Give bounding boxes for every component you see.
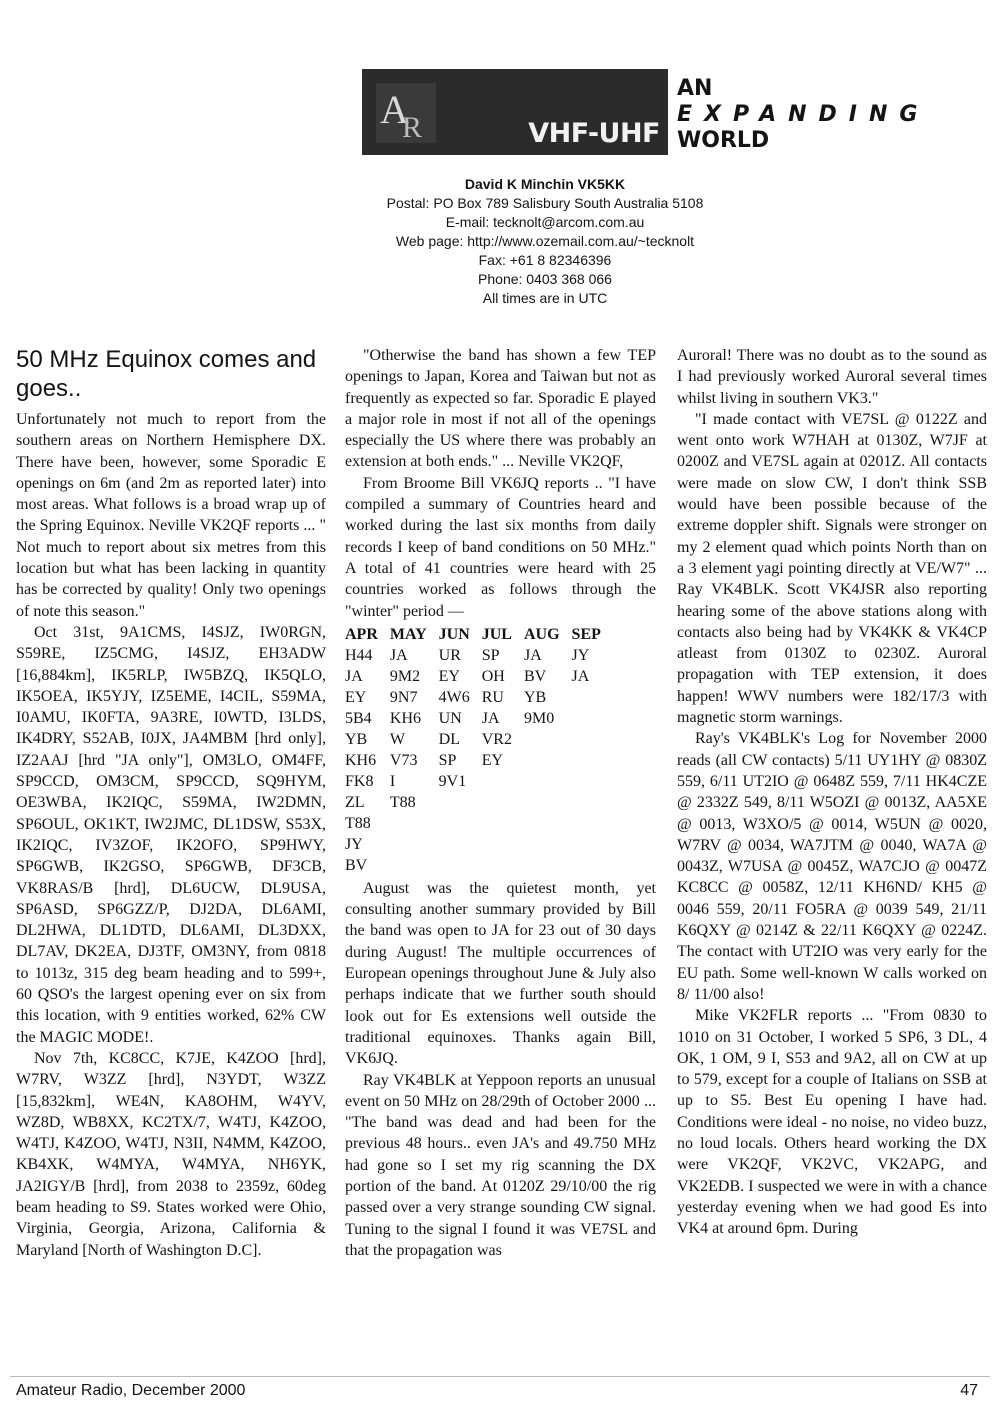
contact-block — [330, 175, 760, 308]
table-cell — [439, 855, 482, 876]
table-cell: T88 — [389, 793, 416, 811]
table-cell — [524, 771, 572, 792]
table-cell: FK8 — [345, 772, 374, 790]
table-cell: JY — [571, 646, 590, 664]
table-cell: 9V1 — [438, 772, 467, 790]
table-cell: JA — [481, 709, 500, 727]
table-cell: RU — [481, 688, 504, 706]
table-cell — [439, 813, 482, 834]
article-title: 50 MHz Equinox comes and goes.. — [16, 346, 317, 402]
table-cell — [572, 855, 613, 876]
postal-address: Postal: PO Box 789 Salisbury South Australia 5108 — [386, 195, 704, 211]
paragraph: Ray VK4BLK at Yeppoon reports an unusual event on 50 MHz on 28/29th of October 2000 ... "The band was dead and had been for the previous 48 hours.. even JA's and 49.750 MHz had gone so I set my rig scanning the DX portion of the band. At 0120Z 29/10/00 the rig passed over a very strange sounding CW signal. Tuning to the signal I found it was VE7SL and that the propagation was — [345, 1071, 656, 1259]
table-cell — [572, 771, 613, 792]
paragraph: Auroral! There was no doubt as to the sound as I had previously worked Auroral several times whilst living in southern VK3." — [677, 347, 987, 407]
table-cell — [390, 834, 439, 855]
table-cell — [482, 792, 524, 813]
table-cell: EY — [345, 688, 367, 706]
table-row — [345, 750, 613, 771]
column-header: MAY — [389, 625, 427, 643]
paragraph: Mike VK2FLR reports ... "From 0830 to 1010 on 31 October, I worked 5 SP6, 3 DL, 4 OK, 1 OM, 9 I, S53 and 9A2, all on CW at up to 579, except for a couple of Italians on SSB at up to S5. Best Eu opening I have had. Conditions were ideal - no noise, no video buzz, no loud locals. Others heard working the DX were VK2QF, VK2VC, VK2APG, and VK2EDB. I suspected we were in with a chance yesterday evening when we had good Es into VK4 at around 6pm. During — [677, 1007, 987, 1238]
email-address: E-mail: tecknolt@arcom.com.au — [445, 214, 645, 230]
table-cell: JA — [523, 646, 542, 664]
table-row — [345, 729, 613, 750]
paragraph: August was the quietest month, yet consulting another summary provided by Bill the band was open to JA for 23 out of 30 days during August! The multiple occurrences of European openings throughout June & July also perhaps indicate that we further south should look out for Es extensions well outside the traditional equinoxes. Thanks again Bill, VK6JQ. — [345, 879, 656, 1068]
column-header: APR — [345, 625, 378, 643]
table-cell: UR — [438, 646, 461, 664]
table-cell — [390, 855, 439, 876]
table-cell: 9N7 — [389, 688, 418, 706]
column-header: AUG — [523, 625, 560, 643]
paragraph: Oct 31st, 9A1CMS, I4SJZ, IW0RGN, S59RE, IZ5CMG, I4SJZ, EH3ADW [16,884km], IK5RLP, IW5BZQ, IK5QLO, IK5OEA, IK5YJY, IZ5EME, I4CIL, S59MA, I0AMU, IK0FTA, 9A3RE, I0WTD, I3LDS, IK4DRY, S52AB, I0JX, JA4MBM [hrd only], IZ2AAJ [hrd "JA only"], OM3LO, OM4FF, SP9CCD, OM3CM, SP9CCD, SQ9HYM, OE3WBA, IK2IQC, S59MA, IW2DMN, SP6OUL, OK1KT, IW2JMC, DL1DSW, S53X, IK2IQC, IV3ZOF, IK2OFO, SP9HWY, SP6GWB, IK2GSO, SP6GWB, DF3CB, VK8RAS/B [hrd], DL6UCW, DL9USA, SP6ASD, SP6GZZ/P, DJ2DA, DL6AMI, DL2HWA, DL1DTD, DL6AMI, DL3DXX, DL7AV, DK2EA, DJ3TF, OM3NY, from 0818 to 1013z, 315 deg beam heading and to 599+, 60 QSO's the largest opening ever on six from this location, with 9 entities worked, 62% CW the MAGIC MODE!. — [16, 623, 326, 1046]
author-name: David K Minchin VK5KK — [464, 176, 626, 192]
table-cell — [524, 834, 572, 855]
table-cell: VR2 — [481, 730, 512, 748]
table-cell: JY — [345, 835, 363, 853]
table-cell: W — [389, 730, 405, 748]
section-banner — [362, 69, 668, 155]
ar-logo-icon — [376, 83, 436, 143]
table-cell: KH6 — [389, 709, 421, 727]
table-cell — [439, 834, 482, 855]
column-header: SEP — [571, 625, 601, 643]
table-cell: UN — [438, 709, 462, 727]
table-cell: BV — [523, 667, 547, 685]
paragraph: Nov 7th, KC8CC, K7JE, K4ZOO [hrd], W7RV, W3ZZ [hrd], N3YDT, W3ZZ [15,832km], WE4N, KA8OHM, W4YV, WZ8D, WB8XX, KC2TX/7, W4TJ, K4ZOO, W4TJ, K4ZOO, W4TJ, N3II, N4MM, K4ZOO, KB4XK, W4MYA, W4MYA, NH6YK, JA2IGY/B [hrd], from 2038 to 2359z, 60deg beam heading to S9. States worked were Ohio, Virginia, Georgia, Arizona, California & Maryland [North of Washington D.C]. — [16, 1049, 326, 1259]
table-cell: SP — [438, 751, 457, 769]
table-cell — [524, 813, 572, 834]
table-cell — [439, 792, 482, 813]
table-cell: I — [389, 772, 396, 790]
table-row — [345, 834, 613, 855]
table-row — [345, 813, 613, 834]
table-cell: EY — [438, 667, 460, 685]
table-cell — [482, 834, 524, 855]
table-header-row — [345, 624, 613, 645]
svg-text:A: A — [380, 87, 409, 132]
banner-label: VHF-UHF — [528, 118, 660, 149]
table-cell: JA — [389, 646, 408, 664]
column-2 — [345, 345, 656, 1261]
table-cell — [572, 813, 613, 834]
headline-line1: AN — [677, 76, 713, 101]
table-cell — [572, 750, 613, 771]
table-row — [345, 855, 613, 876]
paragraph: From Broome Bill VK6JQ reports .. "I have compiled a summary of Countries heard and worked during the last six months from daily records I keep of band conditions on 50 MHz." A total of 41 countries were heard with 25 countries worked as follows through the "winter" period — — [345, 474, 656, 620]
phone-number: Phone: 0403 368 066 — [478, 271, 612, 287]
table-cell — [390, 813, 439, 834]
fax-number: Fax: +61 8 82346396 — [478, 252, 612, 268]
column-1 — [16, 345, 326, 1261]
page-number: 47 — [960, 1382, 978, 1399]
table-row — [345, 645, 613, 666]
table-row — [345, 687, 613, 708]
headline-line3: WORLD — [677, 128, 770, 153]
table-cell — [572, 834, 613, 855]
table-cell — [482, 813, 524, 834]
table-cell: T88 — [345, 814, 371, 832]
table-cell: OH — [481, 667, 505, 685]
column-header: JUL — [481, 625, 512, 643]
table-cell: 5B4 — [345, 709, 372, 727]
table-cell — [482, 855, 524, 876]
table-cell — [572, 792, 613, 813]
headline-line2: EXPANDING — [677, 102, 930, 127]
table-cell: ZL — [345, 793, 365, 811]
utc-note: All times are in UTC — [482, 290, 608, 306]
table-cell: EY — [481, 751, 504, 769]
web-page: Web page: http://www.ozemail.com.au/~tecknolt — [395, 233, 695, 249]
table-row — [345, 771, 613, 792]
table-row — [345, 792, 613, 813]
table-cell — [572, 687, 613, 708]
table-cell: H44 — [345, 646, 373, 664]
table-cell — [572, 729, 613, 750]
table-cell: V73 — [389, 751, 418, 769]
paragraph: Ray's VK4BLK's Log for November 2000 reads (all CW contacts) 5/11 UY1HY @ 0830Z 559, 6/11 UT2IO @ 0648Z 559, 7/11 HK4CZE @ 2332Z 549, 8/11 W5OZI @ 0013Z, AA5XE @ 0013, W3XO/5 @ 0014, W5UN @ 0020, W7RV @ 0034, WA7JTM @ 0040, WA7A @ 0043Z, W7USA @ 0045Z, WA7CJO @ 0047Z KC8CC @ 0058Z, 12/11 KH6ND/ KH5 @ 0046 559, 20/11 FO5RA @ 0039 549, 21/11 K6QXY @ 0214Z & 22/11 K6QXY @ 0224Z. The contact with UT2IO was very early for the EU path. Some well-known W calls worked on 8/ 11/00 also! — [677, 730, 987, 1003]
paragraph: "Otherwise the band has shown a few TEP openings to Japan, Korea and Taiwan but not as frequently as expected so far. Sporadic E played a major role in most if not all of the openings especially the US where there was probably an extension at both ends." ... Neville VK2QF, — [345, 347, 656, 471]
table-cell — [524, 750, 572, 771]
table-cell: JA — [345, 667, 363, 685]
table-cell — [572, 708, 613, 729]
publication-footer: Amateur Radio, December 2000 — [16, 1382, 246, 1399]
table-cell: 9M2 — [389, 667, 421, 685]
table-cell — [524, 855, 572, 876]
table-cell — [524, 792, 572, 813]
table-cell: KH6 — [345, 751, 377, 769]
table-cell: SP — [481, 646, 500, 664]
paragraph: Unfortunately not much to report from the southern areas on Northern Hemisphere DX. There have been, however, some Sporadic E openings on 6m (and 2m as reported later) into most areas. What follows is a broad wrap up of the Spring Equinox. Neville VK2QF reports ... " Not much to report about six metres from this location but what has been lacking in quantity has be corrected by quality! Only two openings of note this season." — [16, 411, 326, 620]
table-cell: YB — [523, 688, 547, 706]
paragraph: "I made contact with VE7SL @ 0122Z and went onto work W7HAH at 0130Z, W7JF at 0200Z and VE7SL again at 0201Z. All contacts were made on slow CW, I don't think SSB would have been possible because of the extreme doppler shift. Signals were stronger on my 2 element quad which points North than on a 3 element yagi pointing directly at VE/W7" ... Ray VK4BLK. Scott VK4JSR also reporting hearing some of the above stations along with contacts also being had by VK4KK & VK4CP atleast from 0130Z to 0230Z. Auroral propagation with TEP extension, it does happen! WWV numbers were 182/17/3 with magnetic storm warnings. — [677, 410, 987, 727]
countries-table — [345, 624, 613, 876]
table-row — [345, 666, 613, 687]
table-cell: BV — [345, 856, 368, 874]
table-body — [345, 645, 613, 876]
column-header: JUN — [438, 625, 470, 643]
headline — [677, 76, 929, 154]
table-cell: YB — [345, 730, 368, 748]
table-cell: JA — [571, 667, 590, 685]
table-cell: DL — [438, 730, 460, 748]
table-row — [345, 708, 613, 729]
svg-text:R: R — [402, 111, 423, 143]
table-cell: 4W6 — [438, 688, 470, 706]
table-cell — [482, 771, 524, 792]
table-cell — [524, 729, 572, 750]
table-cell: 9M0 — [523, 709, 555, 727]
column-3 — [677, 345, 987, 1239]
footer-divider — [10, 1376, 990, 1377]
